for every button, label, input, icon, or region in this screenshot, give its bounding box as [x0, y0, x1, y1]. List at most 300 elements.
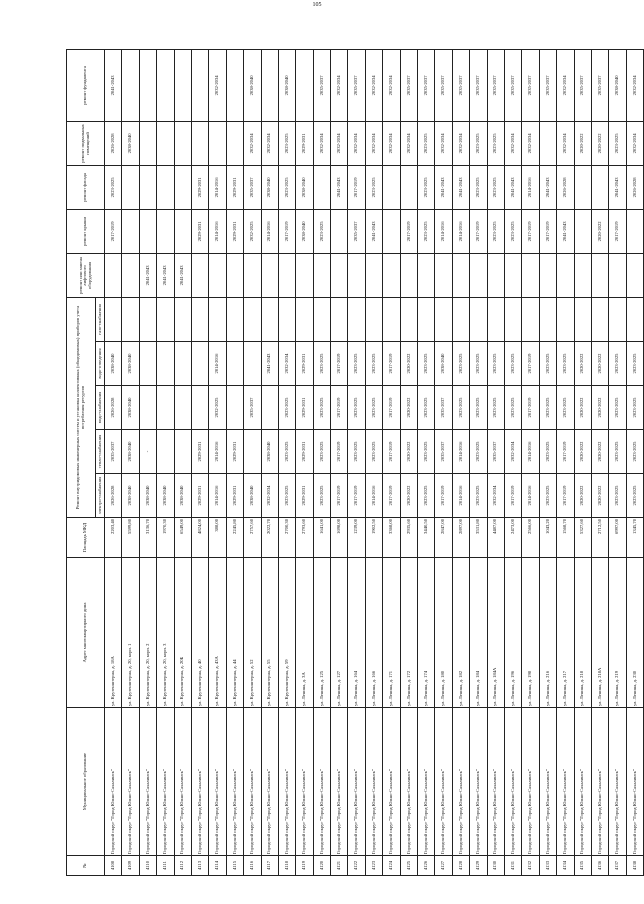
table-row — [539, 49, 556, 875]
cell-address: ул. Крузенштерна, д. 55 — [261, 558, 278, 708]
header-engineering-group: Ремонт внутридомовых инженерных систем и установка коллективных (общедомовых) приборов учета потребления ресурсов — [67, 297, 96, 517]
cell-electric: 2038-2040 — [157, 474, 174, 518]
cell-address: ул. Ленина, д. 125 — [313, 558, 330, 708]
cell-gas — [418, 297, 435, 341]
cell-water-supply: 2032-2025 — [209, 386, 226, 430]
cell-area: 1970,30 — [157, 518, 174, 558]
cell-roof: 2020-2022 — [591, 209, 608, 253]
cell-elevator — [609, 253, 626, 297]
cell-heat: 2029-2031 — [191, 430, 208, 474]
cell-facade — [313, 165, 330, 209]
cell-area: 3136,70 — [139, 518, 156, 558]
cell-elevator — [226, 253, 243, 297]
cell-roof: 2038-2040 — [296, 209, 313, 253]
cell-foundation: 2041-2043 — [105, 49, 122, 121]
cell-municipality: Городской округ "Город Южно-Сахалинск" — [452, 708, 469, 856]
table-row — [157, 49, 174, 875]
cell-facade: 2023-2025 — [487, 165, 504, 209]
table-row — [383, 49, 400, 875]
cell-gas — [539, 297, 556, 341]
cell-foundation: 2032-2034 — [383, 49, 400, 121]
cell-address: ул. Крузенштерна, д. 20, корп. 3 — [157, 558, 174, 708]
cell-gas — [105, 297, 122, 341]
cell-gas — [470, 297, 487, 341]
cell-gas — [504, 297, 521, 341]
cell-municipality: Городской округ "Город Южно-Сахалинск" — [157, 708, 174, 856]
cell-gas — [226, 297, 243, 341]
cell-facade — [174, 165, 191, 209]
cell-facade: 2023-2025 — [470, 165, 487, 209]
cell-water-supply — [191, 386, 208, 430]
cell-electric: 2020-2022 — [400, 474, 417, 518]
cell-no: 4122 — [348, 856, 365, 876]
cell-water-disposal: 2023-2025 — [452, 342, 469, 386]
cell-roof — [331, 209, 348, 253]
cell-electric: 2014-2016 — [522, 474, 539, 518]
cell-address: ул. Крузенштерна, д. 44 — [226, 558, 243, 708]
cell-foundation — [122, 49, 139, 121]
cell-electric: 2023-2025 — [313, 474, 330, 518]
cell-water-supply: 2023-2025 — [452, 386, 469, 430]
table-row — [209, 49, 226, 875]
cell-basement: 2029-2031 — [296, 121, 313, 165]
cell-facade — [139, 165, 156, 209]
cell-heat: 2023-2025 — [418, 430, 435, 474]
cell-water-supply: 2017-2019 — [383, 386, 400, 430]
cell-area: 2793,60 — [296, 518, 313, 558]
table-row — [574, 49, 591, 875]
cell-area: 1345,70 — [626, 518, 643, 558]
cell-heat: 2023-2025 — [313, 430, 330, 474]
cell-electric: 2017-2019 — [435, 474, 452, 518]
cell-no: 4113 — [191, 856, 208, 876]
cell-facade: 2029-2031 — [191, 165, 208, 209]
table-row — [313, 49, 330, 875]
cell-heat: 2014-2016 — [522, 430, 539, 474]
cell-heat: 2023-2025 — [365, 430, 382, 474]
table-row — [591, 49, 608, 875]
cell-facade — [591, 165, 608, 209]
cell-area: 1239,00 — [348, 518, 365, 558]
cell-electric: 2026-2028 — [105, 474, 122, 518]
cell-gas — [278, 297, 295, 341]
cell-area: 2757,60 — [244, 518, 261, 558]
cell-roof: 2017-2019 — [400, 209, 417, 253]
cell-address: ул. Ленина, д. 196 — [504, 558, 521, 708]
table-row — [609, 49, 626, 875]
cell-no: 4127 — [435, 856, 452, 876]
cell-area: 2847,00 — [435, 518, 452, 558]
cell-heat: 2023-2025 — [626, 430, 643, 474]
header-no: № — [67, 856, 105, 876]
cell-water-supply: 2035-2037 — [435, 386, 452, 430]
cell-heat: 2014-2016 — [452, 430, 469, 474]
cell-water-supply — [261, 386, 278, 430]
cell-foundation: 2032-2034 — [365, 49, 382, 121]
cell-address: ул. Ленина, д. 166 — [365, 558, 382, 708]
table-row — [470, 49, 487, 875]
cell-water-supply: 2017-2019 — [331, 386, 348, 430]
cell-foundation — [157, 49, 174, 121]
cell-water-disposal: 2041-2043 — [261, 342, 278, 386]
cell-foundation — [226, 49, 243, 121]
cell-gas — [557, 297, 574, 341]
cell-heat: 2038-2040 — [261, 430, 278, 474]
cell-address: ул. Крузенштерна, д. 20, корп. 2 — [139, 558, 156, 708]
cell-electric: 2032-2034 — [487, 474, 504, 518]
cell-basement — [157, 121, 174, 165]
cell-electric: 2029-2031 — [296, 474, 313, 518]
cell-foundation: 2035-2037 — [452, 49, 469, 121]
cell-foundation: 2038-2040 — [609, 49, 626, 121]
cell-basement: 2032-2034 — [626, 121, 643, 165]
cell-area: 4487,00 — [487, 518, 504, 558]
table-row — [487, 49, 504, 875]
cell-facade: 2029-2031 — [226, 165, 243, 209]
cell-basement: 2032-2034 — [261, 121, 278, 165]
cell-water-supply: 2026-2028 — [105, 386, 122, 430]
cell-heat: 2023-2025 — [348, 430, 365, 474]
cell-heat: 2020-2022 — [574, 430, 591, 474]
table-row — [105, 49, 122, 875]
cell-water-supply — [174, 386, 191, 430]
cell-no: 4124 — [383, 856, 400, 876]
cell-water-disposal: 2023-2025 — [539, 342, 556, 386]
cell-basement: 2032-2034 — [348, 121, 365, 165]
cell-heat — [244, 430, 261, 474]
cell-roof: 2017-2019 — [539, 209, 556, 253]
cell-basement: 2032-2034 — [400, 121, 417, 165]
cell-address: ул. Крузенштерна, д. 59 — [278, 558, 295, 708]
cell-address: ул. Ленина, д. 219 — [609, 558, 626, 708]
cell-area: 2712,50 — [591, 518, 608, 558]
cell-roof — [139, 209, 156, 253]
table-row — [365, 49, 382, 875]
header-foundation: ремонт фундамента — [67, 49, 105, 121]
cell-facade: 2041-2043 — [539, 165, 556, 209]
cell-no: 4133 — [539, 856, 556, 876]
cell-foundation: 2035-2037 — [418, 49, 435, 121]
table-row — [174, 49, 191, 875]
cell-area: 1641,00 — [313, 518, 330, 558]
cell-elevator: 2041-2043 — [157, 253, 174, 297]
header-heat: тепло-снабжения — [96, 430, 105, 474]
cell-gas — [609, 297, 626, 341]
cell-water-supply: 2023-2025 — [418, 386, 435, 430]
cell-foundation: 2035-2037 — [400, 49, 417, 121]
cell-foundation: 2038-2040 — [244, 49, 261, 121]
header-elevator: ремонт или замена лифтового оборудования — [67, 253, 105, 297]
cell-municipality: Городской округ "Город Южно-Сахалинск" — [383, 708, 400, 856]
cell-gas — [296, 297, 313, 341]
cell-gas — [348, 297, 365, 341]
cell-heat: 2014-2016 — [209, 430, 226, 474]
cell-municipality: Городской округ "Город Южно-Сахалинск" — [539, 708, 556, 856]
cell-facade: 2041-2043 — [331, 165, 348, 209]
cell-basement: 2023-2025 — [609, 121, 626, 165]
cell-water-supply — [157, 386, 174, 430]
cell-roof — [157, 209, 174, 253]
cell-water-disposal: 2038-2040 — [435, 342, 452, 386]
cell-facade — [400, 165, 417, 209]
cell-no: 4117 — [261, 856, 278, 876]
cell-facade: 2023-2025 — [418, 165, 435, 209]
cell-electric: 2038-2040 — [122, 474, 139, 518]
cell-address: ул. Ленина, д. 216 — [539, 558, 556, 708]
header-facade: ремонт фасада — [67, 165, 105, 209]
cell-area: 1698,00 — [331, 518, 348, 558]
cell-water-supply: 2023-2025 — [365, 386, 382, 430]
cell-heat: 2017-2019 — [331, 430, 348, 474]
cell-address: ул. Ленина, д. 218А — [591, 558, 608, 708]
cell-electric: 2029-2031 — [191, 474, 208, 518]
cell-heat: 2035-2037 — [487, 430, 504, 474]
cell-basement: 2032-2034 — [365, 121, 382, 165]
table-row — [278, 49, 295, 875]
cell-area: 2473,00 — [504, 518, 521, 558]
cell-basement: 2023-2025 — [278, 121, 295, 165]
cell-foundation: 2032-2034 — [209, 49, 226, 121]
cell-area: 1568,70 — [557, 518, 574, 558]
header-municipality: Муниципальное образование — [67, 708, 105, 856]
cell-address: ул. Ленина, д. 172 — [400, 558, 417, 708]
cell-roof — [574, 209, 591, 253]
cell-basement: 2032-2034 — [313, 121, 330, 165]
cell-heat: 2032-2034 — [504, 430, 521, 474]
cell-elevator — [383, 253, 400, 297]
cell-facade: 2041-2043 — [504, 165, 521, 209]
cell-elevator — [400, 253, 417, 297]
cell-heat — [174, 430, 191, 474]
cell-heat: 2020-2022 — [591, 430, 608, 474]
table-row — [418, 49, 435, 875]
cell-facade — [157, 165, 174, 209]
cell-basement: 2032-2034 — [557, 121, 574, 165]
cell-no: 4138 — [626, 856, 643, 876]
cell-elevator — [261, 253, 278, 297]
cell-municipality: Городской округ "Город Южно-Сахалинск" — [105, 708, 122, 856]
cell-area: 4824,00 — [191, 518, 208, 558]
table-row — [452, 49, 469, 875]
cell-water-disposal: 2038-2040 — [105, 342, 122, 386]
cell-municipality: Городской округ "Город Южно-Сахалинск" — [626, 708, 643, 856]
table-row — [626, 49, 643, 875]
cell-water-disposal — [139, 342, 156, 386]
cell-basement: 2023-2025 — [418, 121, 435, 165]
cell-heat: 2029-2031 — [296, 430, 313, 474]
cell-foundation: 2035-2037 — [435, 49, 452, 121]
cell-water-supply — [139, 386, 156, 430]
cell-no: 4135 — [574, 856, 591, 876]
cell-no: 4116 — [244, 856, 261, 876]
cell-heat: 2023-2025 — [539, 430, 556, 474]
cell-roof: 2017-2019 — [609, 209, 626, 253]
cell-basement: 2032-2034 — [522, 121, 539, 165]
cell-facade: 2041-2043 — [452, 165, 469, 209]
cell-no: 4114 — [209, 856, 226, 876]
cell-gas — [452, 297, 469, 341]
cell-no: 4137 — [609, 856, 626, 876]
cell-municipality: Городской округ "Город Южно-Сахалинск" — [487, 708, 504, 856]
cell-municipality: Городской округ "Город Южно-Сахалинск" — [418, 708, 435, 856]
cell-no: 4109 — [122, 856, 139, 876]
table-row — [522, 49, 539, 875]
cell-foundation: 2032-2034 — [331, 49, 348, 121]
cell-gas — [244, 297, 261, 341]
cell-address: ул. Ленина, д. 230 — [626, 558, 643, 708]
table-row — [400, 49, 417, 875]
cell-address: ул. Ленина, д. 184А — [487, 558, 504, 708]
cell-basement: 2023-2025 — [470, 121, 487, 165]
cell-elevator — [365, 253, 382, 297]
cell-facade: 2023-2025 — [105, 165, 122, 209]
cell-elevator — [487, 253, 504, 297]
cell-basement — [209, 121, 226, 165]
cell-heat — [157, 430, 174, 474]
cell-water-supply: 2017-2019 — [522, 386, 539, 430]
cell-elevator — [435, 253, 452, 297]
cell-area: 3531,80 — [470, 518, 487, 558]
cell-no: 4132 — [522, 856, 539, 876]
table-row — [504, 49, 521, 875]
cell-foundation — [139, 49, 156, 121]
cell-municipality: Городской округ "Город Южно-Сахалинск" — [261, 708, 278, 856]
cell-roof: 2041-2043 — [365, 209, 382, 253]
cell-electric: 2017-2019 — [348, 474, 365, 518]
cell-gas — [174, 297, 191, 341]
cell-foundation: 2035-2037 — [522, 49, 539, 121]
cell-water-disposal: 2038-2040 — [122, 342, 139, 386]
cell-water-disposal: 2017-2019 — [522, 342, 539, 386]
cell-basement — [226, 121, 243, 165]
cell-address: ул. Ленина, д. 171 — [383, 558, 400, 708]
table-row — [261, 49, 278, 875]
cell-elevator: 2041-2043 — [139, 253, 156, 297]
cell-water-disposal — [157, 342, 174, 386]
cell-roof: 2023-2025 — [313, 209, 330, 253]
cell-no: 4131 — [504, 856, 521, 876]
cell-municipality: Городской округ "Город Южно-Сахалинск" — [226, 708, 243, 856]
cell-area: 2245,80 — [226, 518, 243, 558]
table-row — [557, 49, 574, 875]
cell-basement: 2032-2034 — [331, 121, 348, 165]
cell-water-supply: 2035-2037 — [244, 386, 261, 430]
cell-area: 2897,00 — [452, 518, 469, 558]
table-row — [139, 49, 156, 875]
cell-gas — [261, 297, 278, 341]
cell-roof: 2029-2031 — [191, 209, 208, 253]
cell-water-supply: 2023-2025 — [557, 386, 574, 430]
cell-address: ул. Ленина, д. 174 — [418, 558, 435, 708]
cell-roof: 2017-2019 — [470, 209, 487, 253]
cell-electric: 2014-2016 — [452, 474, 469, 518]
cell-water-disposal — [191, 342, 208, 386]
cell-foundation — [296, 49, 313, 121]
cell-water-supply: 2023-2025 — [626, 386, 643, 430]
cell-water-supply: 2023-2025 — [539, 386, 556, 430]
cell-heat: 2023-2025 — [609, 430, 626, 474]
cell-municipality: Городской округ "Город Южно-Сахалинск" — [278, 708, 295, 856]
header-basement: ремонт подвальных помещений — [67, 121, 105, 165]
repair-schedule-table — [66, 49, 644, 876]
cell-address: ул. Крузенштерна, д. 40 — [191, 558, 208, 708]
cell-foundation: 2032-2034 — [626, 49, 643, 121]
cell-roof — [383, 209, 400, 253]
cell-facade — [383, 165, 400, 209]
cell-municipality: Городской округ "Город Южно-Сахалинск" — [209, 708, 226, 856]
cell-basement — [174, 121, 191, 165]
cell-electric: 2020-2022 — [574, 474, 591, 518]
table-row — [348, 49, 365, 875]
cell-electric: 2023-2025 — [470, 474, 487, 518]
cell-no: 4125 — [400, 856, 417, 876]
cell-heat: 2017-2019 — [383, 430, 400, 474]
cell-roof: 2017-2019 — [522, 209, 539, 253]
cell-heat: 2035-2037 — [105, 430, 122, 474]
cell-gas — [522, 297, 539, 341]
cell-facade: 2017-2019 — [348, 165, 365, 209]
cell-roof: 2014-2016 — [435, 209, 452, 253]
cell-elevator — [209, 253, 226, 297]
cell-foundation — [261, 49, 278, 121]
cell-municipality: Городской округ "Город Южно-Сахалинск" — [591, 708, 608, 856]
header-roof: ремонт крыши — [67, 209, 105, 253]
cell-area: 1902,50 — [365, 518, 382, 558]
cell-elevator — [539, 253, 556, 297]
cell-address: ул. Ленина, д. 184 — [470, 558, 487, 708]
cell-elevator — [191, 253, 208, 297]
cell-roof: 2023-2025 — [487, 209, 504, 253]
cell-roof — [626, 209, 643, 253]
cell-no: 4119 — [296, 856, 313, 876]
cell-water-supply: 2023-2025 — [487, 386, 504, 430]
cell-gas — [574, 297, 591, 341]
cell-municipality: Городской округ "Город Южно-Сахалинск" — [522, 708, 539, 856]
cell-municipality: Городской округ "Город Южно-Сахалинск" — [435, 708, 452, 856]
cell-electric: 2038-2040 — [139, 474, 156, 518]
cell-address: ул. Ленина, д. 198 — [522, 558, 539, 708]
cell-elevator — [278, 253, 295, 297]
cell-address: ул. Ленина, д. 180 — [435, 558, 452, 708]
cell-roof: 2014-2016 — [261, 209, 278, 253]
cell-gas — [313, 297, 330, 341]
cell-address: ул. Ленина, д. 3А — [296, 558, 313, 708]
cell-address: ул. Ленина, д. 218 — [574, 558, 591, 708]
cell-elevator — [313, 253, 330, 297]
cell-water-disposal: 2023-2025 — [487, 342, 504, 386]
cell-water-disposal: 2023-2025 — [418, 342, 435, 386]
cell-facade: 2035-2037 — [244, 165, 261, 209]
cell-water-supply: 2020-2022 — [591, 386, 608, 430]
cell-gas — [591, 297, 608, 341]
cell-electric: 2020-2022 — [591, 474, 608, 518]
cell-facade: 2041-2043 — [435, 165, 452, 209]
cell-electric: 2023-2025 — [418, 474, 435, 518]
header-water-disposal: водо-отведения — [96, 342, 105, 386]
cell-area: 3368,00 — [383, 518, 400, 558]
cell-basement: 2032-2034 — [244, 121, 261, 165]
cell-roof: 2014-2016 — [209, 209, 226, 253]
cell-elevator — [452, 253, 469, 297]
cell-municipality: Городской округ "Город Южно-Сахалинск" — [609, 708, 626, 856]
cell-area: 2022,70 — [261, 518, 278, 558]
cell-water-disposal: 2023-2025 — [504, 342, 521, 386]
cell-municipality: Городской округ "Город Южно-Сахалинск" — [313, 708, 330, 856]
cell-basement — [191, 121, 208, 165]
cell-no: 4115 — [226, 856, 243, 876]
cell-no: 4129 — [470, 856, 487, 876]
cell-electric: 2023-2025 — [626, 474, 643, 518]
